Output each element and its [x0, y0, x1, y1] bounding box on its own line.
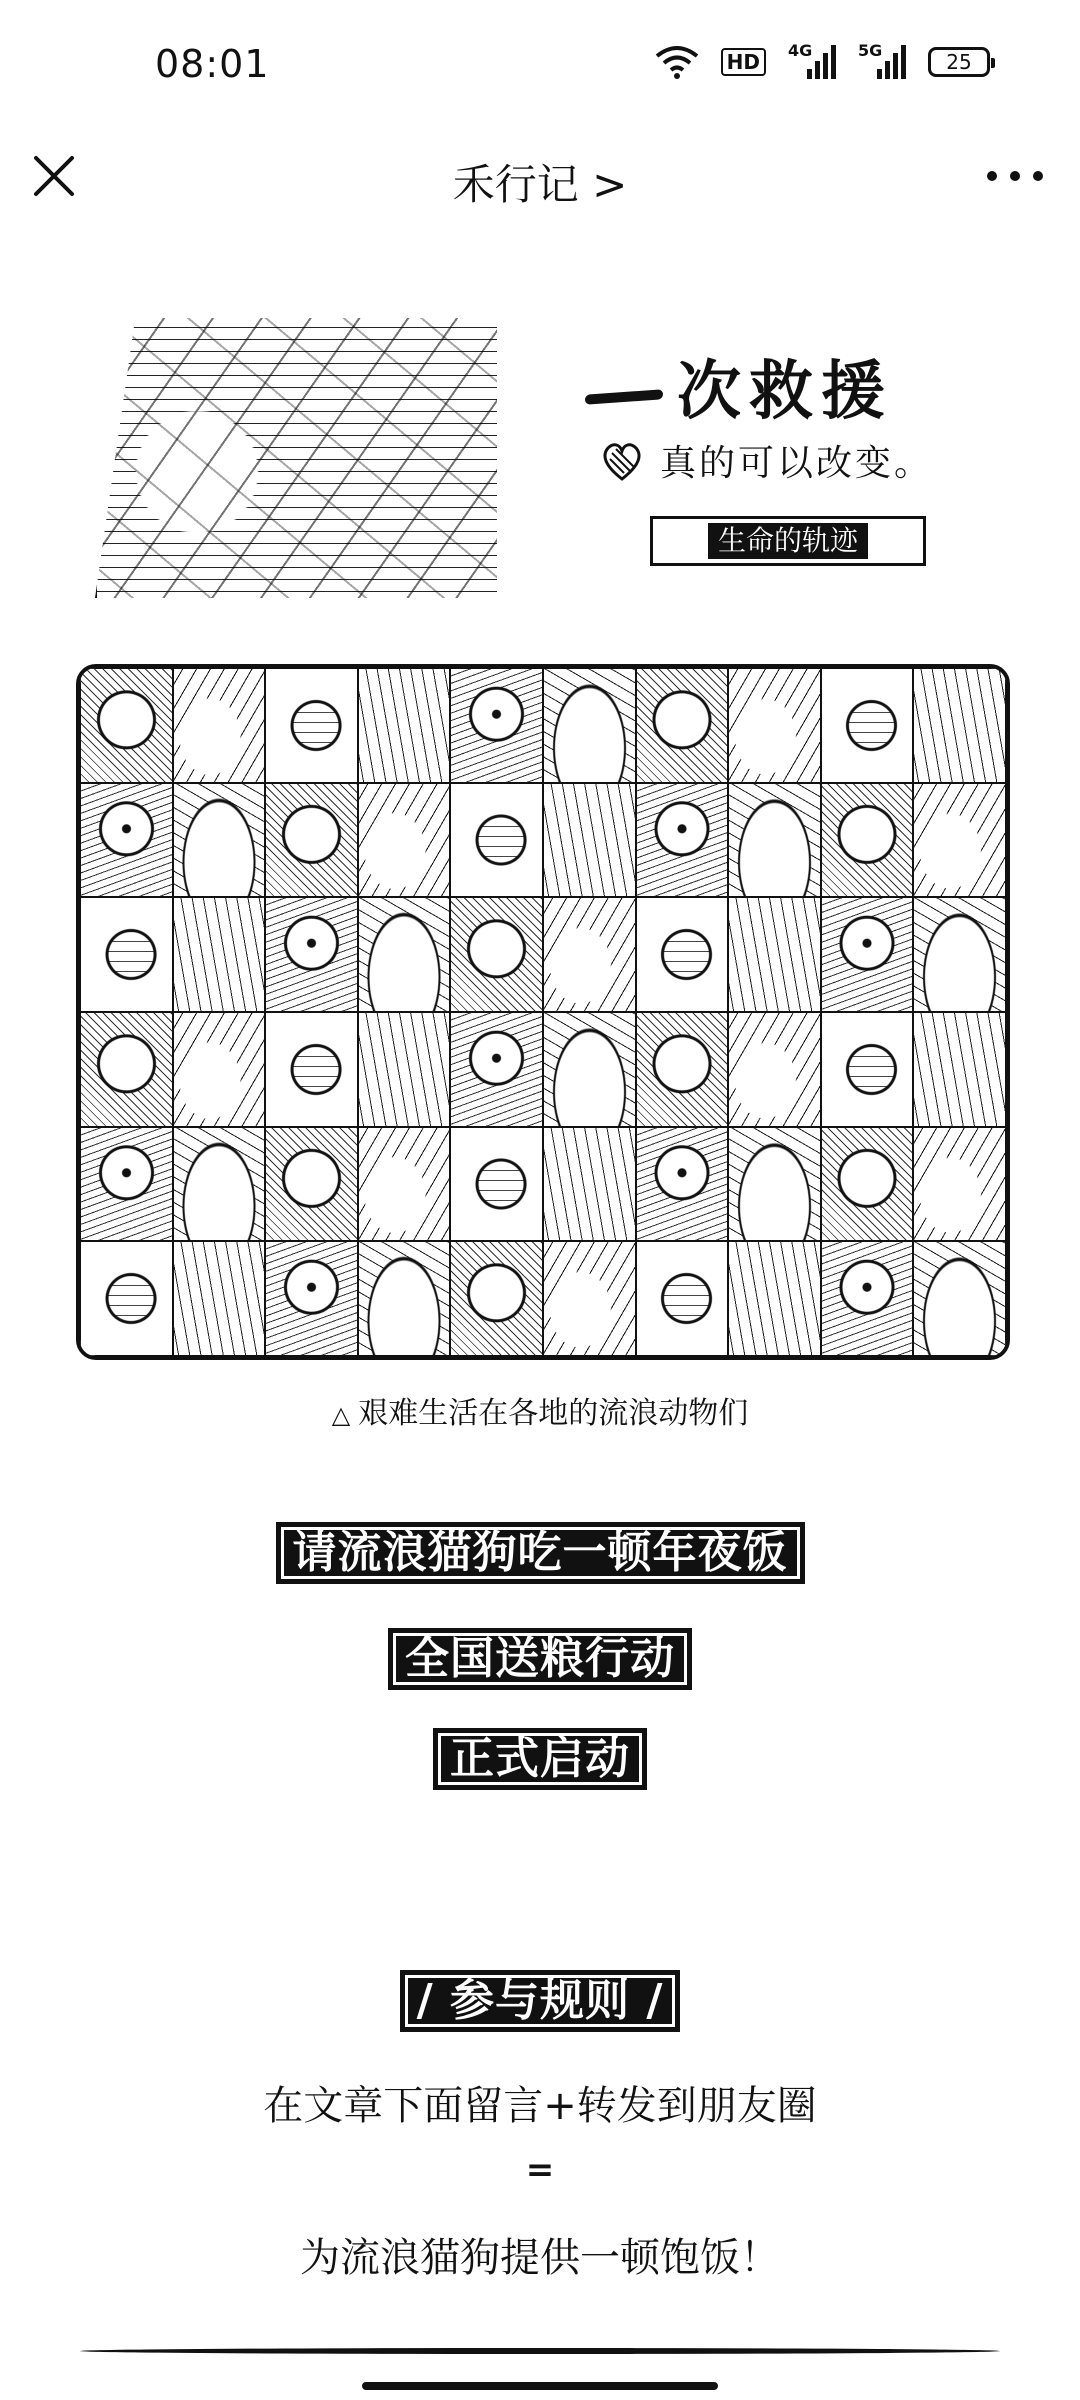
- animal-photo: [728, 783, 821, 898]
- nav-bar: [0, 130, 1080, 230]
- animal-photo: [543, 897, 636, 1012]
- wifi-icon: [655, 44, 699, 80]
- animal-photo: [728, 668, 821, 783]
- animal-photo: [173, 897, 266, 1012]
- signal-5g-icon: [858, 41, 906, 79]
- animal-photo: [265, 1241, 358, 1356]
- home-indicator[interactable]: [362, 2382, 718, 2390]
- signal-4g-icon: [788, 41, 836, 79]
- animal-photo: [913, 1127, 1006, 1242]
- animal-photo: [728, 1012, 821, 1127]
- heart-icon: [600, 439, 644, 483]
- animal-photo: [450, 1241, 543, 1356]
- animal-photo: [80, 1127, 173, 1242]
- animal-photo: [728, 897, 821, 1012]
- hero-heading-text: 次救援: [677, 354, 893, 429]
- status-bar: [0, 0, 1080, 130]
- rules-title: [0, 1970, 1080, 2032]
- headline-2: [0, 1628, 1080, 1690]
- animal-photo: [173, 1241, 266, 1356]
- rules-line-1: 在文章下面留言+转发到朋友圈: [263, 2083, 817, 2129]
- headline-3-text: 正式启动: [433, 1728, 647, 1790]
- dash-mark: [585, 389, 663, 404]
- animal-photo: [543, 1127, 636, 1242]
- battery-icon: 25: [928, 47, 990, 77]
- animal-photo: [913, 897, 1006, 1012]
- animal-photo: [80, 783, 173, 898]
- status-icons: [655, 41, 990, 80]
- animal-photo: [636, 668, 729, 783]
- animal-photo: [636, 783, 729, 898]
- animal-photo: [450, 897, 543, 1012]
- animal-photo: [913, 783, 1006, 898]
- animal-photo: [821, 1241, 914, 1356]
- animal-photo: [173, 1127, 266, 1242]
- hero-badge: [650, 516, 926, 566]
- animal-photo: [636, 1012, 729, 1127]
- animal-photo: [636, 1241, 729, 1356]
- animal-photo: [636, 1127, 729, 1242]
- animal-photo: [543, 1241, 636, 1356]
- rules-equals: =: [525, 2150, 555, 2190]
- animal-photo: [265, 1012, 358, 1127]
- hero-subtitle: [600, 435, 933, 486]
- animal-photo: [821, 1012, 914, 1127]
- rules-line-2: 为流浪猫狗提供一顿饱饭！: [300, 2235, 780, 2281]
- animal-photo: [821, 897, 914, 1012]
- animal-photo: [821, 783, 914, 898]
- account-title-link[interactable]: 禾行记 >: [452, 160, 628, 209]
- animal-photo: [450, 1127, 543, 1242]
- signal-4g-label: 4G: [788, 41, 813, 60]
- animal-photo: [636, 897, 729, 1012]
- hd-icon: HD: [721, 48, 766, 76]
- animal-photo: [913, 1241, 1006, 1356]
- section-divider: [80, 2348, 1000, 2354]
- animal-photo: [80, 1012, 173, 1127]
- animal-photo: [821, 1127, 914, 1242]
- animal-photo: [543, 668, 636, 783]
- headline-2-text: 全国送粮行动: [388, 1628, 692, 1690]
- hero-subtitle-text: 真的可以改变。: [660, 443, 934, 484]
- hero-badge-text: 生命的轨迹: [708, 523, 868, 559]
- animal-photo: [358, 1127, 451, 1242]
- animal-photo: [358, 783, 451, 898]
- animal-photo: [80, 897, 173, 1012]
- animal-photo: [173, 783, 266, 898]
- animal-photo: [358, 1241, 451, 1356]
- headline-1: [0, 1522, 1080, 1584]
- animal-photo: [450, 783, 543, 898]
- animal-photo: [543, 783, 636, 898]
- headline-1-text: 请流浪猫狗吃一顿年夜饭: [276, 1522, 805, 1584]
- grid-caption-text: 艰难生活在各地的流浪动物们: [358, 1396, 749, 1431]
- animal-photo: [450, 1012, 543, 1127]
- grid-caption: [0, 1388, 1080, 1432]
- animal-photo: [821, 668, 914, 783]
- animal-photo: [358, 668, 451, 783]
- animal-photo: [913, 1012, 1006, 1127]
- rules-title-text: / 参与规则 /: [400, 1970, 681, 2032]
- animal-photo-grid: [76, 664, 1010, 1360]
- animal-photo: [265, 897, 358, 1012]
- animal-photo: [265, 1127, 358, 1242]
- animal-photo: [80, 1241, 173, 1356]
- hero-heading: [585, 340, 893, 432]
- more-icon[interactable]: [980, 150, 1050, 202]
- headline-3: [0, 1728, 1080, 1790]
- status-time: 08:01: [155, 42, 270, 86]
- animal-photo: [543, 1012, 636, 1127]
- triangle-icon: △: [331, 1401, 351, 1429]
- animal-photo: [450, 668, 543, 783]
- animal-photo: [265, 783, 358, 898]
- animal-photo: [173, 668, 266, 783]
- animal-photo: [728, 1241, 821, 1356]
- animal-photo: [173, 1012, 266, 1127]
- animal-photo: [358, 1012, 451, 1127]
- animal-photo: [80, 668, 173, 783]
- animal-photo: [265, 668, 358, 783]
- signal-5g-label: 5G: [858, 41, 883, 60]
- animal-photo: [728, 1127, 821, 1242]
- animal-photo: [358, 897, 451, 1012]
- animal-photo: [913, 668, 1006, 783]
- hero-rescue-photo: [95, 318, 497, 598]
